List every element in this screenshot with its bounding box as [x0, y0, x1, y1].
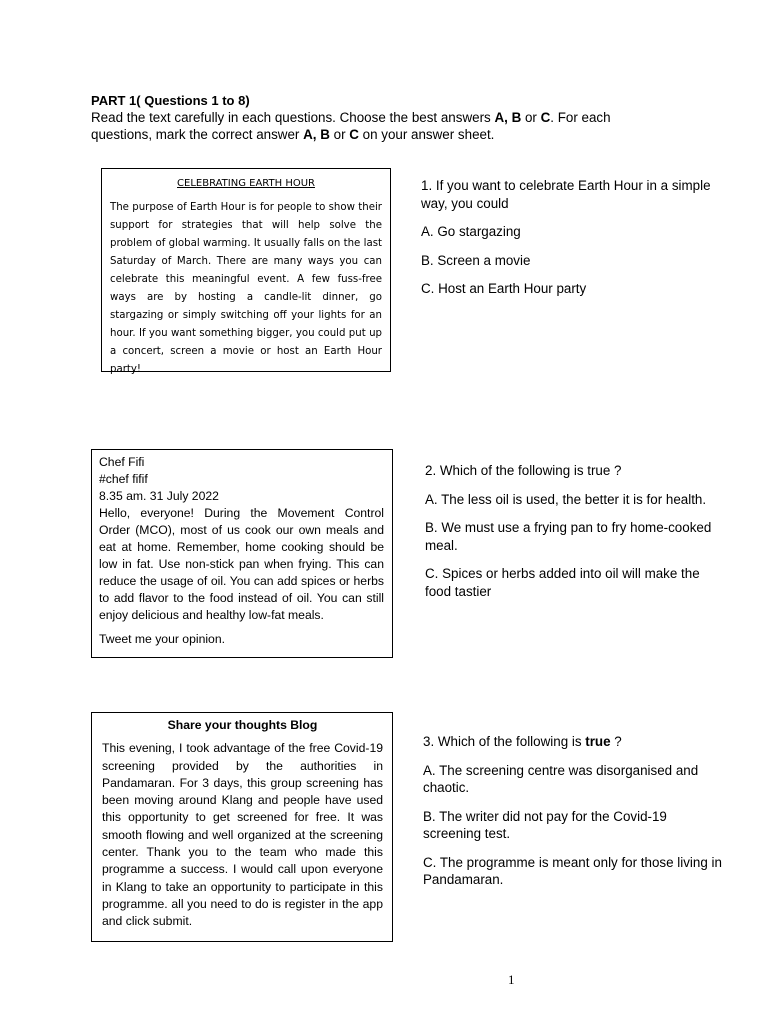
- option-a: A. Go stargazing: [421, 224, 521, 239]
- option-a: A. The less oil is used, the better it is for health.: [425, 491, 707, 507]
- question-1: [421, 177, 721, 298]
- option-b: B. Screen a movie: [421, 252, 531, 268]
- instr-text-3: on your answer sheet.: [358, 127, 495, 142]
- instructions: [91, 109, 651, 143]
- option-b: B. The writer did not pay for the Covid-19 screening test.: [423, 808, 667, 841]
- passage-body: The purpose of Earth Hour is for people to show their support for strategies that will help solve the problem of global warming. It usually falls on the last Saturday of March. There are many ways you can celebrate this meaningful event. A few fuss-free ways are by hosting a candle-lit dinner, go stargazing or simply switching off your lights for an hour. If you want something bigger, you could put up a concert, screen a movie or host an Earth Hour party!: [110, 202, 382, 375]
- passage-chef-post: [91, 449, 393, 658]
- instr-text-1: Read the text carefully in each questions. Choose the best answers: [91, 110, 495, 125]
- post-timestamp: 8.35 am. 31 July 2022: [99, 489, 219, 503]
- instr-text-2: . For each questions, mark the correct answer: [91, 110, 611, 142]
- instr-or-2: or: [329, 127, 350, 142]
- passage-body: Hello, everyone! During the Movement Control Order (MCO), most of us cook our own meals and eat at home. Remember, home cooking should be low in fat. Use non-stick pan when frying. This can reduce the usage of oil. You can add spices or herbs to add flavor to the food instead of oil. You can still enjoy delicious and healthy low-fat meals.: [99, 506, 384, 622]
- question-2: [425, 462, 725, 600]
- passage-body: This evening, I took advantage of the free Covid-19 screening provided by the authorities in Pandamaran. For 3 days, this group screening has been moving around Klang and people have used this opportunity to get screened for free. It was smooth flowing and well organized at the screening center. Thank you to the team who made this programme a success. I would call upon everyone in Klang to take an opportunity to participate in this programme. all you need to do is register in the app and click submit.: [102, 741, 383, 929]
- post-handle: #chef fifif: [99, 472, 148, 486]
- instr-or-1: or: [521, 110, 541, 125]
- post-author: Chef Fifi: [99, 455, 145, 469]
- passage-title: CELEBRATING EARTH HOUR: [177, 178, 315, 189]
- page-number: 1: [508, 972, 515, 987]
- stem-pre: 3. Which of the following is: [423, 734, 586, 749]
- passage-earth-hour: [101, 168, 391, 375]
- part-title: PART 1( Questions 1 to 8): [91, 93, 250, 108]
- option-a: A. The screening centre was disorganised and chaotic.: [423, 762, 699, 795]
- option-c: C. Host an Earth Hour party: [421, 281, 587, 296]
- instr-c-2: C: [349, 127, 359, 142]
- stem-emphasis: true: [585, 734, 611, 749]
- question-stem: [423, 733, 723, 751]
- instr-ab-2: A, B: [303, 127, 330, 142]
- stem-post: ?: [610, 734, 622, 749]
- passage-blog: [91, 712, 393, 942]
- question-stem: 1. If you want to celebrate Earth Hour in a simple way, you could: [421, 178, 711, 211]
- option-b: B. We must use a frying pan to fry home-cooked meal.: [425, 520, 712, 553]
- post-cta: Tweet me your opinion.: [99, 632, 226, 646]
- instr-ab-1: A, B: [494, 110, 522, 125]
- question-stem: 2. Which of the following is true ?: [425, 463, 622, 478]
- question-3: [423, 733, 723, 889]
- passage-title: Share your thoughts Blog: [167, 718, 318, 732]
- option-c: C. The programme is meant only for those living in Pandamaran.: [423, 854, 722, 887]
- instr-c-1: C: [540, 110, 551, 125]
- option-c: C. Spices or herbs added into oil will make the food tastier: [425, 566, 700, 599]
